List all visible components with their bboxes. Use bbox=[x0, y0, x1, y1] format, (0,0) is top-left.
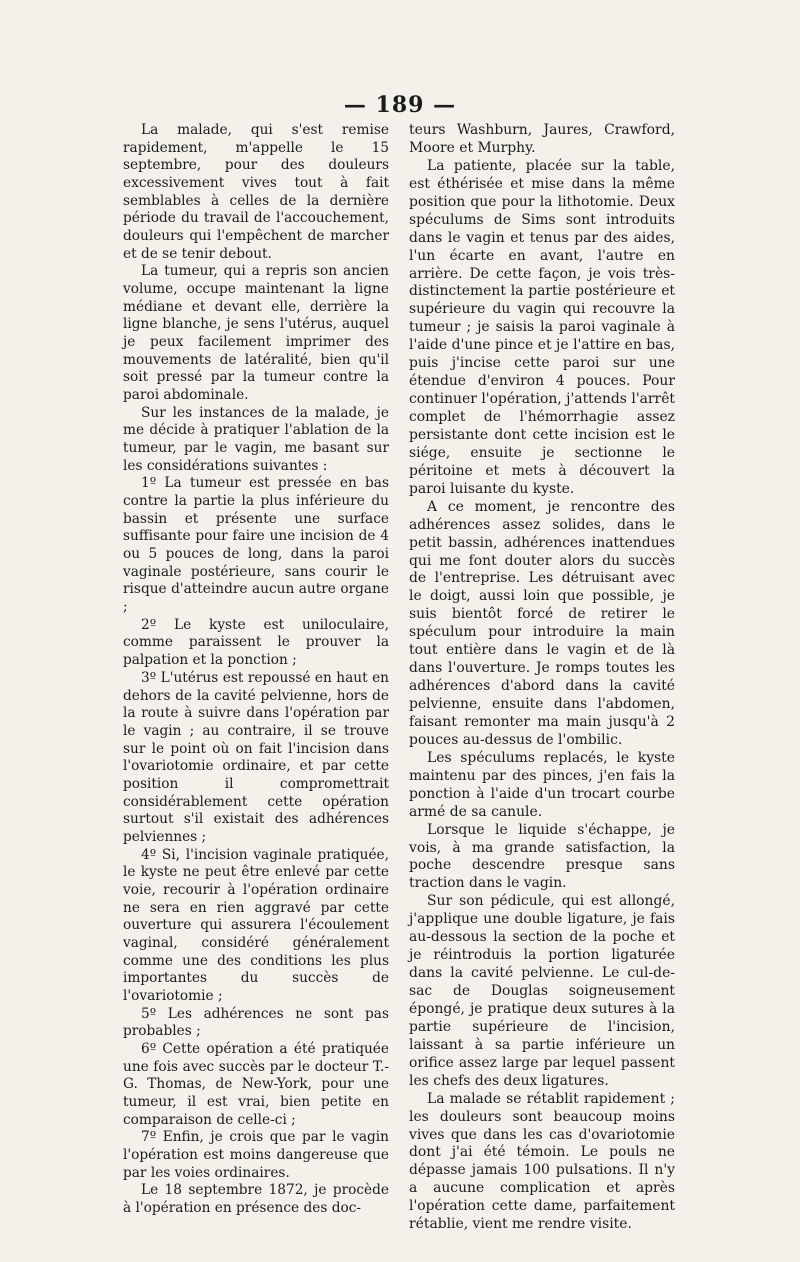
left-column bbox=[123, 122, 389, 1218]
paragraph: La tumeur, qui a repris son ancien volume, occupe maintenant la ligne médiane et devant elle, derrière la ligne blanche, je sens l'utérus, auquel je peux facilement imprimer des mouvements de latéralité, bien qu'il soit pressé par la tumeur contre la paroi abdominale. bbox=[123, 263, 389, 404]
paragraph: Sur son pédicule, qui est allongé, j'applique une double ligature, je fais au-dessous la section de la poche et je réintroduis la portion ligaturée dans la cavité pelvienne. Le cul-de-sac de Douglas soigneusement épongé, je pratique deux sutures à la partie supérieure de l'incision, laissant à sa partie inférieure un orifice assez large par lequel passent les chefs des deux ligatures. bbox=[409, 893, 675, 1089]
right-column bbox=[409, 122, 675, 1234]
paragraph: Le 18 septembre 1872, je procède à l'opération en présence des doc- bbox=[123, 1182, 389, 1216]
paragraph-continued: teurs Washburn, Jaures, Crawford, Moore et Murphy. bbox=[409, 122, 675, 156]
paragraph: 2º Le kyste est uniloculaire, comme paraissent le prouver la palpation et la ponction ; bbox=[123, 616, 389, 669]
paragraph: 3º L'utérus est repoussé en haut en dehors de la cavité pelvienne, hors de la route à suivre dans l'opération par le vagin ; au contraire, il se trouve sur le point où on fait l'incision dans l'ovariotomie ordinaire, et par cette position il compromettrait considérablement cette opération surtout s'il existait des adhérences pelviennes ; bbox=[123, 669, 389, 845]
paragraph: La malade, qui s'est remise rapidement, m'appelle le 15 septembre, pour des douleurs excessivement vives tout à fait semblables à celles de la dernière période du travail de l'accouchement, douleurs qui l'empêchent de marcher et de se tenir debout. bbox=[123, 122, 389, 262]
paragraph: A ce moment, je rencontre des adhérences assez solides, dans le petit bassin, adhérences inattendues qui me font douter alors du succès de l'entreprise. Les détruisant avec le doigt, aussi loin que possible, je suis bientôt forcé de retirer le spéculum pour introduire la main tout entière dans le vagin et de là dans l'ouverture. Je romps toutes les adhérences d'abord dans la cavité pelvienne, ensuite dans l'abdomen, faisant remonter ma main jusqu'à 2 pouces au-dessus de l'ombilic. bbox=[409, 498, 675, 748]
paragraph: 4º Si, l'incision vaginale pratiquée, le kyste ne peut être enlevé par cette voie, recourir à l'opération ordinaire ne sera en rien aggravé par cette ouverture qui assurera l'écoulement vaginal, considéré généralement comme une des conditions les plus importantes du succès de l'ovariotomie ; bbox=[123, 846, 389, 1004]
paragraph: Les spéculums replacés, le kyste maintenu par des pinces, j'en fais la ponction à l'aide d'un trocart courbe armé de sa canule. bbox=[409, 749, 675, 820]
paragraph: 1º La tumeur est pressée en bas contre la partie la plus inférieure du bassin et présente une surface suffisante pour faire une incision de 4 ou 5 pouces de long, dans la paroi vaginale postérieure, sans courir le risque d'atteindre aucun autre organe ; bbox=[123, 475, 389, 616]
paragraph: Lorsque le liquide s'échappe, je vois, à ma grande satisfaction, la poche descendre presque sans traction dans le vagin. bbox=[409, 821, 675, 892]
paragraph: La patiente, placée sur la table, est éthérisée et mise dans la même position que pour la lithotomie. Deux spéculums de Sims sont introduits dans le vagin et tenus par des aides, l'un écarte en avant, l'autre en arrière. De cette façon, je vois très-distinctement la partie postérieure et supérieure du vagin qui recouvre la tumeur ; je saisis la paroi vaginale à l'aide d'une pince et je l'attire en bas, puis j'incise cette paroi sur une étendue d'environ 4 pouces. Pour continuer l'opération, j'attends l'arrêt complet de l'hémorrhagie assez persistante dont cette incision est le siége, ensuite je sectionne le péritoine et mets à découvert la paroi luisante du kyste. bbox=[409, 157, 675, 497]
paragraph: 5º Les adhérences ne sont pas probables ; bbox=[123, 1005, 389, 1040]
paragraph: Sur les instances de la malade, je me décide à pratiquer l'ablation de la tumeur, par le vagin, me basant sur les considérations suivantes : bbox=[123, 404, 389, 474]
paragraph: La malade se rétablit rapidement ; les douleurs sont beaucoup moins vives que dans les cas d'ovariotomie dont j'ai été témoin. Le pouls ne dépasse jamais 100 pulsations. Il n'y a aucune complication et après l'opération cette dame, parfaitement rétablie, vient me rendre visite. bbox=[409, 1090, 675, 1233]
paragraph: 6º Cette opération a été pratiquée une fois avec succès par le docteur T.-G. Thomas, de New-York, pour une tumeur, il est vrai, bien petite en comparaison de celle-ci ; bbox=[123, 1040, 389, 1128]
page-number: — 189 — bbox=[343, 92, 457, 118]
paragraph: 7º Enfin, je crois que par le vagin l'opération est moins dangereuse que par les voies ordinaires. bbox=[123, 1129, 389, 1181]
